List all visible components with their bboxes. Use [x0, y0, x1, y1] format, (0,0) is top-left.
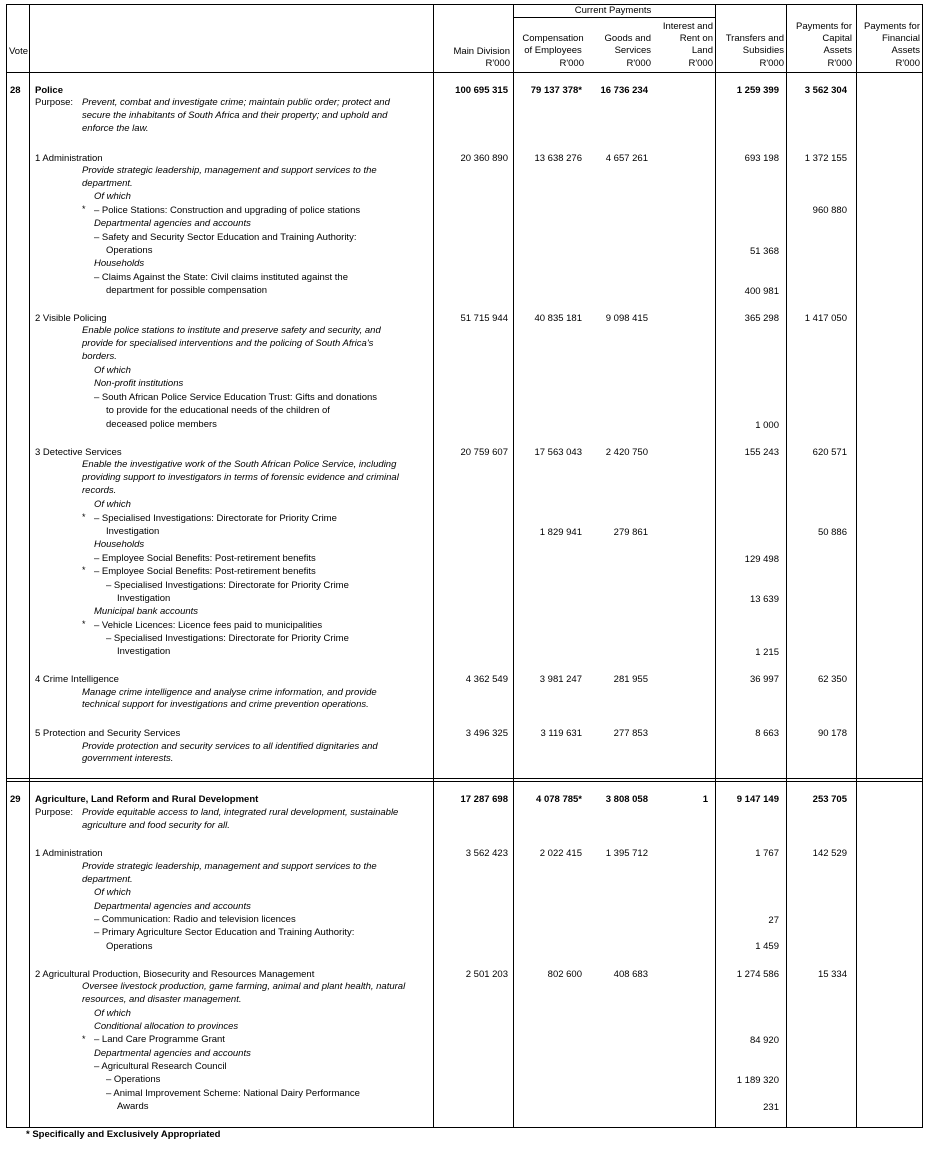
value-transfers: 8 663	[755, 728, 779, 739]
value-main: 2 501 203	[465, 969, 508, 980]
detail-value: 27	[768, 915, 779, 926]
programme-desc: Enable police stations to institute and preserve safety and security, and	[82, 325, 381, 336]
detail-line: – Police Stations: Construction and upgrading of police stations	[94, 205, 361, 216]
detail-value: 84 920	[749, 1035, 779, 1046]
current-payments-underline	[513, 17, 715, 18]
vote-name: Agriculture, Land Reform and Rural Development	[35, 794, 259, 805]
col-divider-main	[513, 5, 514, 1127]
of-which-label: Of which	[94, 1008, 131, 1019]
programme-title: 1 Administration	[35, 153, 103, 164]
total-goods: 3 808 058	[605, 794, 648, 805]
detail-line: – Claims Against the State: Civil claims instituted against the	[94, 272, 348, 283]
value-capital: 620 571	[812, 447, 847, 458]
value-goods: 281 955	[613, 674, 648, 685]
category-label: Municipal bank accounts	[94, 606, 199, 617]
detail-line: department for possible compensation	[106, 285, 268, 296]
detail-line: – Vehicle Licences: Licence fees paid to municipalities	[94, 620, 323, 631]
detail-line: – Operations	[106, 1074, 161, 1085]
value-goods: 4 657 261	[605, 153, 648, 164]
programme-desc: providing support to investigators in terms of forensic evidence and criminal	[82, 472, 399, 483]
capital-heading-3: Assets	[823, 45, 852, 56]
financial-heading-3: Assets	[891, 45, 920, 56]
programme-title: 4 Crime Intelligence	[35, 674, 119, 685]
unit-transfers: R'000	[759, 58, 784, 69]
of-which-label: Of which	[94, 499, 131, 510]
purpose-line: enforce the law.	[82, 123, 149, 134]
appropriated-marker: *	[82, 204, 86, 214]
total-goods: 16 736 234	[600, 85, 648, 96]
vote-heading: Vote	[9, 46, 29, 57]
detail-value: 279 861	[613, 527, 648, 538]
value-main: 20 759 607	[460, 447, 508, 458]
unit-capital: R'000	[827, 58, 852, 69]
transfers-heading-2: Subsidies	[742, 45, 784, 56]
programme-desc: Manage crime intelligence and analyse crime information, and provide	[82, 687, 377, 698]
total-main: 17 287 698	[460, 794, 508, 805]
compensation-heading-2: of Employees	[524, 45, 582, 56]
detail-line: deceased police members	[106, 419, 217, 430]
transfers-heading-1: Transfers and	[725, 33, 784, 44]
detail-value: 129 498	[744, 554, 779, 565]
detail-line: Awards	[117, 1101, 149, 1112]
total-transfers: 9 147 149	[736, 794, 779, 805]
value-main: 51 715 944	[460, 313, 508, 324]
detail-value: 51 368	[749, 246, 779, 257]
detail-line: – Employee Social Benefits: Post-retirement benefits	[94, 553, 316, 564]
detail-line: – Employee Social Benefits: Post-retirement benefits	[94, 566, 316, 577]
appropriated-marker: *	[82, 619, 86, 629]
value-capital: 142 529	[812, 848, 847, 859]
detail-line: – Specialised Investigations: Directorate for Priority Crime	[106, 580, 349, 591]
goods-heading-2: Services	[614, 45, 651, 56]
total-comp: 4 078 785*	[536, 794, 582, 805]
value-transfers: 1 274 586	[736, 969, 779, 980]
total-transfers: 1 259 399	[736, 85, 779, 96]
detail-value: 1 189 320	[736, 1075, 779, 1086]
unit-interest: R'000	[688, 58, 713, 69]
value-comp: 3 981 247	[539, 674, 582, 685]
main-division-heading: Main Division	[453, 46, 510, 57]
vote-number: 29	[10, 794, 21, 805]
detail-line: – Animal Improvement Scheme: National Dairy Performance	[106, 1088, 360, 1099]
header-rule	[7, 72, 922, 73]
detail-value: 13 639	[749, 594, 779, 605]
value-goods: 277 853	[613, 728, 648, 739]
category-label: Conditional allocation to provinces	[94, 1021, 239, 1032]
goods-heading-1: Goods and	[604, 33, 651, 44]
value-comp: 40 835 181	[534, 313, 582, 324]
value-main: 20 360 890	[460, 153, 508, 164]
category-label: Households	[94, 539, 145, 550]
detail-line: Investigation	[117, 593, 171, 604]
detail-value: 1 000	[755, 420, 779, 431]
detail-line: Operations	[106, 245, 153, 256]
purpose-line: secure the inhabitants of South Africa and their property; and uphold and	[82, 110, 388, 121]
value-transfers: 693 198	[744, 153, 779, 164]
programme-title: 3 Detective Services	[35, 447, 122, 458]
value-transfers: 365 298	[744, 313, 779, 324]
programme-desc: provide for specialised interventions and the policing of South Africa's	[82, 338, 374, 349]
total-main: 100 695 315	[455, 85, 508, 96]
col-divider-transfers	[786, 5, 787, 1127]
programme-desc: Oversee livestock production, game farming, animal and plant health, natural	[82, 981, 406, 992]
value-main: 3 496 325	[465, 728, 508, 739]
value-capital: 1 372 155	[804, 153, 847, 164]
value-goods: 9 098 415	[605, 313, 648, 324]
value-comp: 802 600	[547, 969, 582, 980]
value-goods: 1 395 712	[605, 848, 648, 859]
programme-desc: Enable the investigative work of the South African Police Service, including	[82, 459, 397, 470]
unit-comp: R'000	[559, 58, 584, 69]
value-capital: 15 334	[817, 969, 847, 980]
value-goods: 408 683	[613, 969, 648, 980]
total-capital: 3 562 304	[804, 85, 847, 96]
value-capital: 90 178	[817, 728, 847, 739]
purpose-line: Prevent, combat and investigate crime; maintain public order; protect and	[82, 97, 390, 108]
col-divider-vote	[29, 5, 30, 1127]
category-label: Departmental agencies and accounts	[94, 1048, 251, 1059]
detail-line: – Land Care Programme Grant	[94, 1034, 225, 1045]
programme-title: 2 Agricultural Production, Biosecurity and Resources Management	[35, 969, 315, 980]
purpose-line: Provide equitable access to land, integrated rural development, sustainable	[82, 807, 399, 818]
total-comp: 79 137 378*	[530, 85, 582, 96]
detail-line: Operations	[106, 941, 153, 952]
detail-value: 1 459	[755, 941, 779, 952]
detail-line: – Primary Agriculture Sector Education and Training Authority:	[94, 927, 355, 938]
programme-title: 1 Administration	[35, 848, 103, 859]
detail-line: – Safety and Security Sector Education and Training Authority:	[94, 232, 357, 243]
value-comp: 3 119 631	[540, 728, 582, 739]
unit-main: R'000	[485, 58, 510, 69]
purpose-label: Purpose:	[35, 97, 74, 108]
programme-desc: resources, and disaster management.	[82, 994, 242, 1005]
purpose-line: agriculture and food security for all.	[82, 820, 230, 831]
programme-desc: Provide strategic leadership, management and support services to the	[82, 861, 377, 872]
category-label: Departmental agencies and accounts	[94, 218, 251, 229]
appropriated-marker: *	[82, 512, 86, 522]
vote-number: 28	[10, 85, 21, 96]
detail-value: 50 886	[817, 527, 847, 538]
value-comp: 2 022 415	[539, 848, 582, 859]
appropriated-marker: *	[82, 565, 86, 575]
value-capital: 1 417 050	[804, 313, 847, 324]
col-divider-interest	[715, 5, 716, 1127]
capital-heading-2: Capital	[822, 33, 852, 44]
detail-line: – Specialised Investigations: Directorate for Priority Crime	[106, 633, 349, 644]
interest-heading-2: Rent on	[679, 33, 713, 44]
value-comp: 13 638 276	[534, 153, 582, 164]
detail-line: – South African Police Service Education Trust: Gifts and donations	[94, 392, 378, 403]
programme-desc: department.	[82, 178, 133, 189]
value-main: 3 562 423	[465, 848, 508, 859]
programme-title: 5 Protection and Security Services	[35, 728, 181, 739]
of-which-label: Of which	[94, 365, 131, 376]
detail-value: 1 215	[755, 647, 779, 658]
value-capital: 62 350	[817, 674, 847, 685]
purpose-label: Purpose:	[35, 807, 74, 818]
detail-value: 960 880	[812, 205, 847, 216]
detail-value: 231	[763, 1102, 779, 1113]
financial-heading-1: Payments for	[864, 21, 920, 32]
programme-desc: government interests.	[82, 753, 174, 764]
vote-separator-double	[7, 781, 922, 782]
programme-desc: Provide strategic leadership, management and support services to the	[82, 165, 377, 176]
of-which-label: Of which	[94, 887, 131, 898]
detail-value: 400 981	[744, 286, 779, 297]
interest-heading-1: Interest and	[662, 21, 713, 32]
detail-line: Investigation	[117, 646, 171, 657]
current-payments-heading: Current Payments	[574, 5, 652, 16]
of-which-label: Of which	[94, 191, 131, 202]
col-divider-description	[433, 5, 434, 1127]
value-main: 4 362 549	[465, 674, 508, 685]
compensation-heading-1: Compensation	[522, 33, 584, 44]
programme-desc: department.	[82, 874, 133, 885]
detail-line: – Communication: Radio and television licences	[94, 914, 296, 925]
category-label: Households	[94, 258, 145, 269]
appropriated-marker: *	[82, 1034, 86, 1044]
capital-heading-1: Payments for	[796, 21, 852, 32]
category-label: Non-profit institutions	[94, 378, 184, 389]
detail-value: 1 829 941	[539, 527, 582, 538]
vote-name: Police	[35, 85, 63, 96]
detail-line: – Specialised Investigations: Directorate for Priority Crime	[94, 513, 337, 524]
unit-financial: R'000	[895, 58, 920, 69]
programme-desc: records.	[82, 485, 117, 496]
value-comp: 17 563 043	[534, 447, 582, 458]
detail-line: – Agricultural Research Council	[94, 1061, 227, 1072]
detail-line: to provide for the educational needs of the children of	[106, 405, 330, 416]
category-label: Departmental agencies and accounts	[94, 901, 251, 912]
value-transfers: 1 767	[755, 848, 779, 859]
value-transfers: 155 243	[744, 447, 779, 458]
total-capital: 253 705	[812, 794, 847, 805]
col-divider-capital	[856, 5, 857, 1127]
programme-desc: Provide protection and security services to all identified dignitaries and	[82, 741, 378, 752]
detail-line: Investigation	[106, 526, 160, 537]
programme-desc: borders.	[82, 351, 117, 362]
value-goods: 2 420 750	[605, 447, 648, 458]
unit-goods: R'000	[626, 58, 651, 69]
programme-title: 2 Visible Policing	[35, 313, 107, 324]
footnote: * Specifically and Exclusively Appropriated	[26, 1129, 221, 1140]
total-interest: 1	[702, 794, 708, 805]
programme-desc: technical support for investigations and crime prevention operations.	[82, 699, 369, 710]
vote-separator	[7, 778, 922, 779]
financial-heading-2: Financial	[881, 33, 920, 44]
interest-heading-3: Land	[691, 45, 713, 56]
value-transfers: 36 997	[749, 674, 779, 685]
